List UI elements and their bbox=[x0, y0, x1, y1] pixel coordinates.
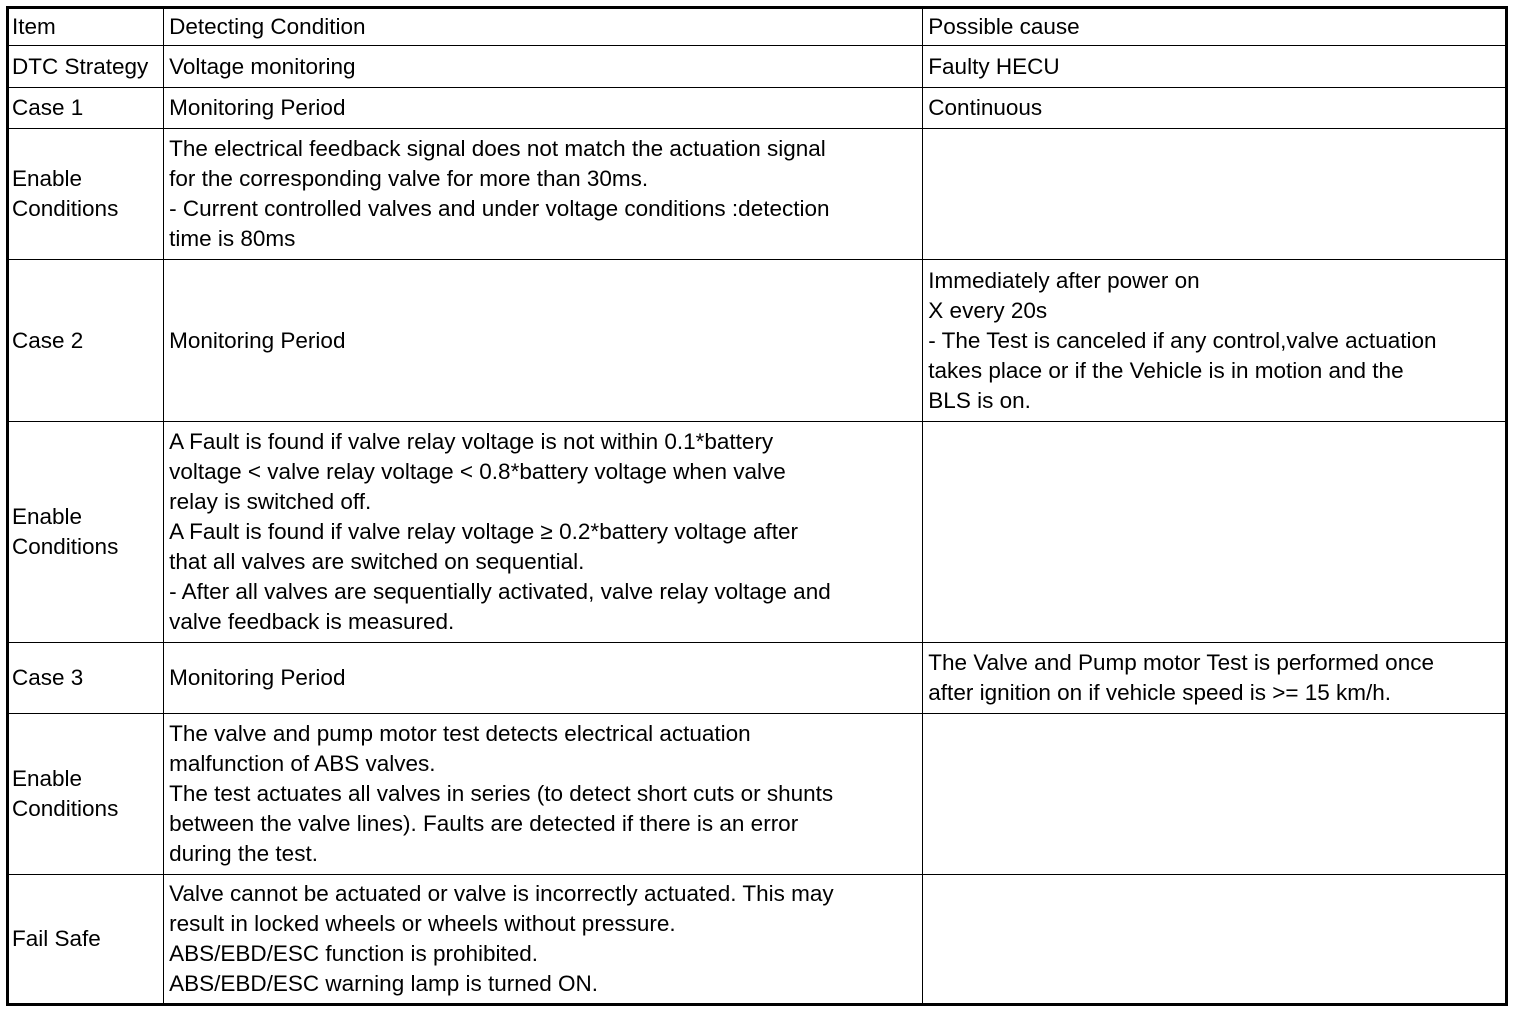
table-row bbox=[8, 88, 1507, 129]
row-item: Enable Conditions bbox=[8, 714, 164, 875]
row-cause bbox=[923, 714, 1507, 875]
row-cause bbox=[923, 422, 1507, 643]
row-condition: Monitoring Period bbox=[164, 260, 923, 422]
row-cause: Continuous bbox=[923, 88, 1507, 129]
row-item: Case 2 bbox=[8, 260, 164, 422]
row-item: Case 1 bbox=[8, 88, 164, 129]
row-item: Enable Conditions bbox=[8, 422, 164, 643]
row-condition: Voltage monitoring bbox=[164, 46, 923, 88]
row-item: Case 3 bbox=[8, 643, 164, 714]
header-detecting-condition: Detecting Condition bbox=[164, 8, 923, 46]
table-row bbox=[8, 129, 1507, 260]
row-cause: Faulty HECU bbox=[923, 46, 1507, 88]
row-cause: Immediately after power on X every 20s - The Test is canceled if any control,valve actuation takes place or if the Vehicle is in motion and the BLS is on. bbox=[923, 260, 1507, 422]
table-header-row bbox=[8, 8, 1507, 46]
row-condition: A Fault is found if valve relay voltage is not within 0.1*battery voltage < valve relay voltage < 0.8*battery voltage when valve relay is switched off. A Fault is found if valve relay voltage ≥ 0.2*battery voltage after that all valves are switched on sequential. - After all valves are sequentially activated, valve relay voltage and valve feedback is measured. bbox=[164, 422, 923, 643]
row-cause bbox=[923, 129, 1507, 260]
header-possible-cause: Possible cause bbox=[923, 8, 1507, 46]
row-condition: The electrical feedback signal does not match the actuation signal for the corresponding valve for more than 30ms. - Current controlled valves and under voltage conditions :detection time is 80ms bbox=[164, 129, 923, 260]
row-condition: Monitoring Period bbox=[164, 88, 923, 129]
table-row bbox=[8, 643, 1507, 714]
row-cause: The Valve and Pump motor Test is performed once after ignition on if vehicle speed is >= 15 km/h. bbox=[923, 643, 1507, 714]
row-condition: Valve cannot be actuated or valve is incorrectly actuated. This may result in locked wheels or wheels without pressure. ABS/EBD/ESC function is prohibited. ABS/EBD/ESC warning lamp is turned ON. bbox=[164, 875, 923, 1005]
table-row bbox=[8, 714, 1507, 875]
row-item: Fail Safe bbox=[8, 875, 164, 1005]
row-condition: Monitoring Period bbox=[164, 643, 923, 714]
row-item: DTC Strategy bbox=[8, 46, 164, 88]
table-row bbox=[8, 260, 1507, 422]
row-condition: The valve and pump motor test detects electrical actuation malfunction of ABS valves. The test actuates all valves in series (to detect short cuts or shunts between the valve lines). Faults are detected if there is an error during the test. bbox=[164, 714, 923, 875]
row-cause bbox=[923, 875, 1507, 1005]
row-item: Enable Conditions bbox=[8, 129, 164, 260]
table-row bbox=[8, 46, 1507, 88]
dtc-table bbox=[6, 6, 1508, 1006]
header-item: Item bbox=[8, 8, 164, 46]
table-row bbox=[8, 875, 1507, 1005]
table-row bbox=[8, 422, 1507, 643]
